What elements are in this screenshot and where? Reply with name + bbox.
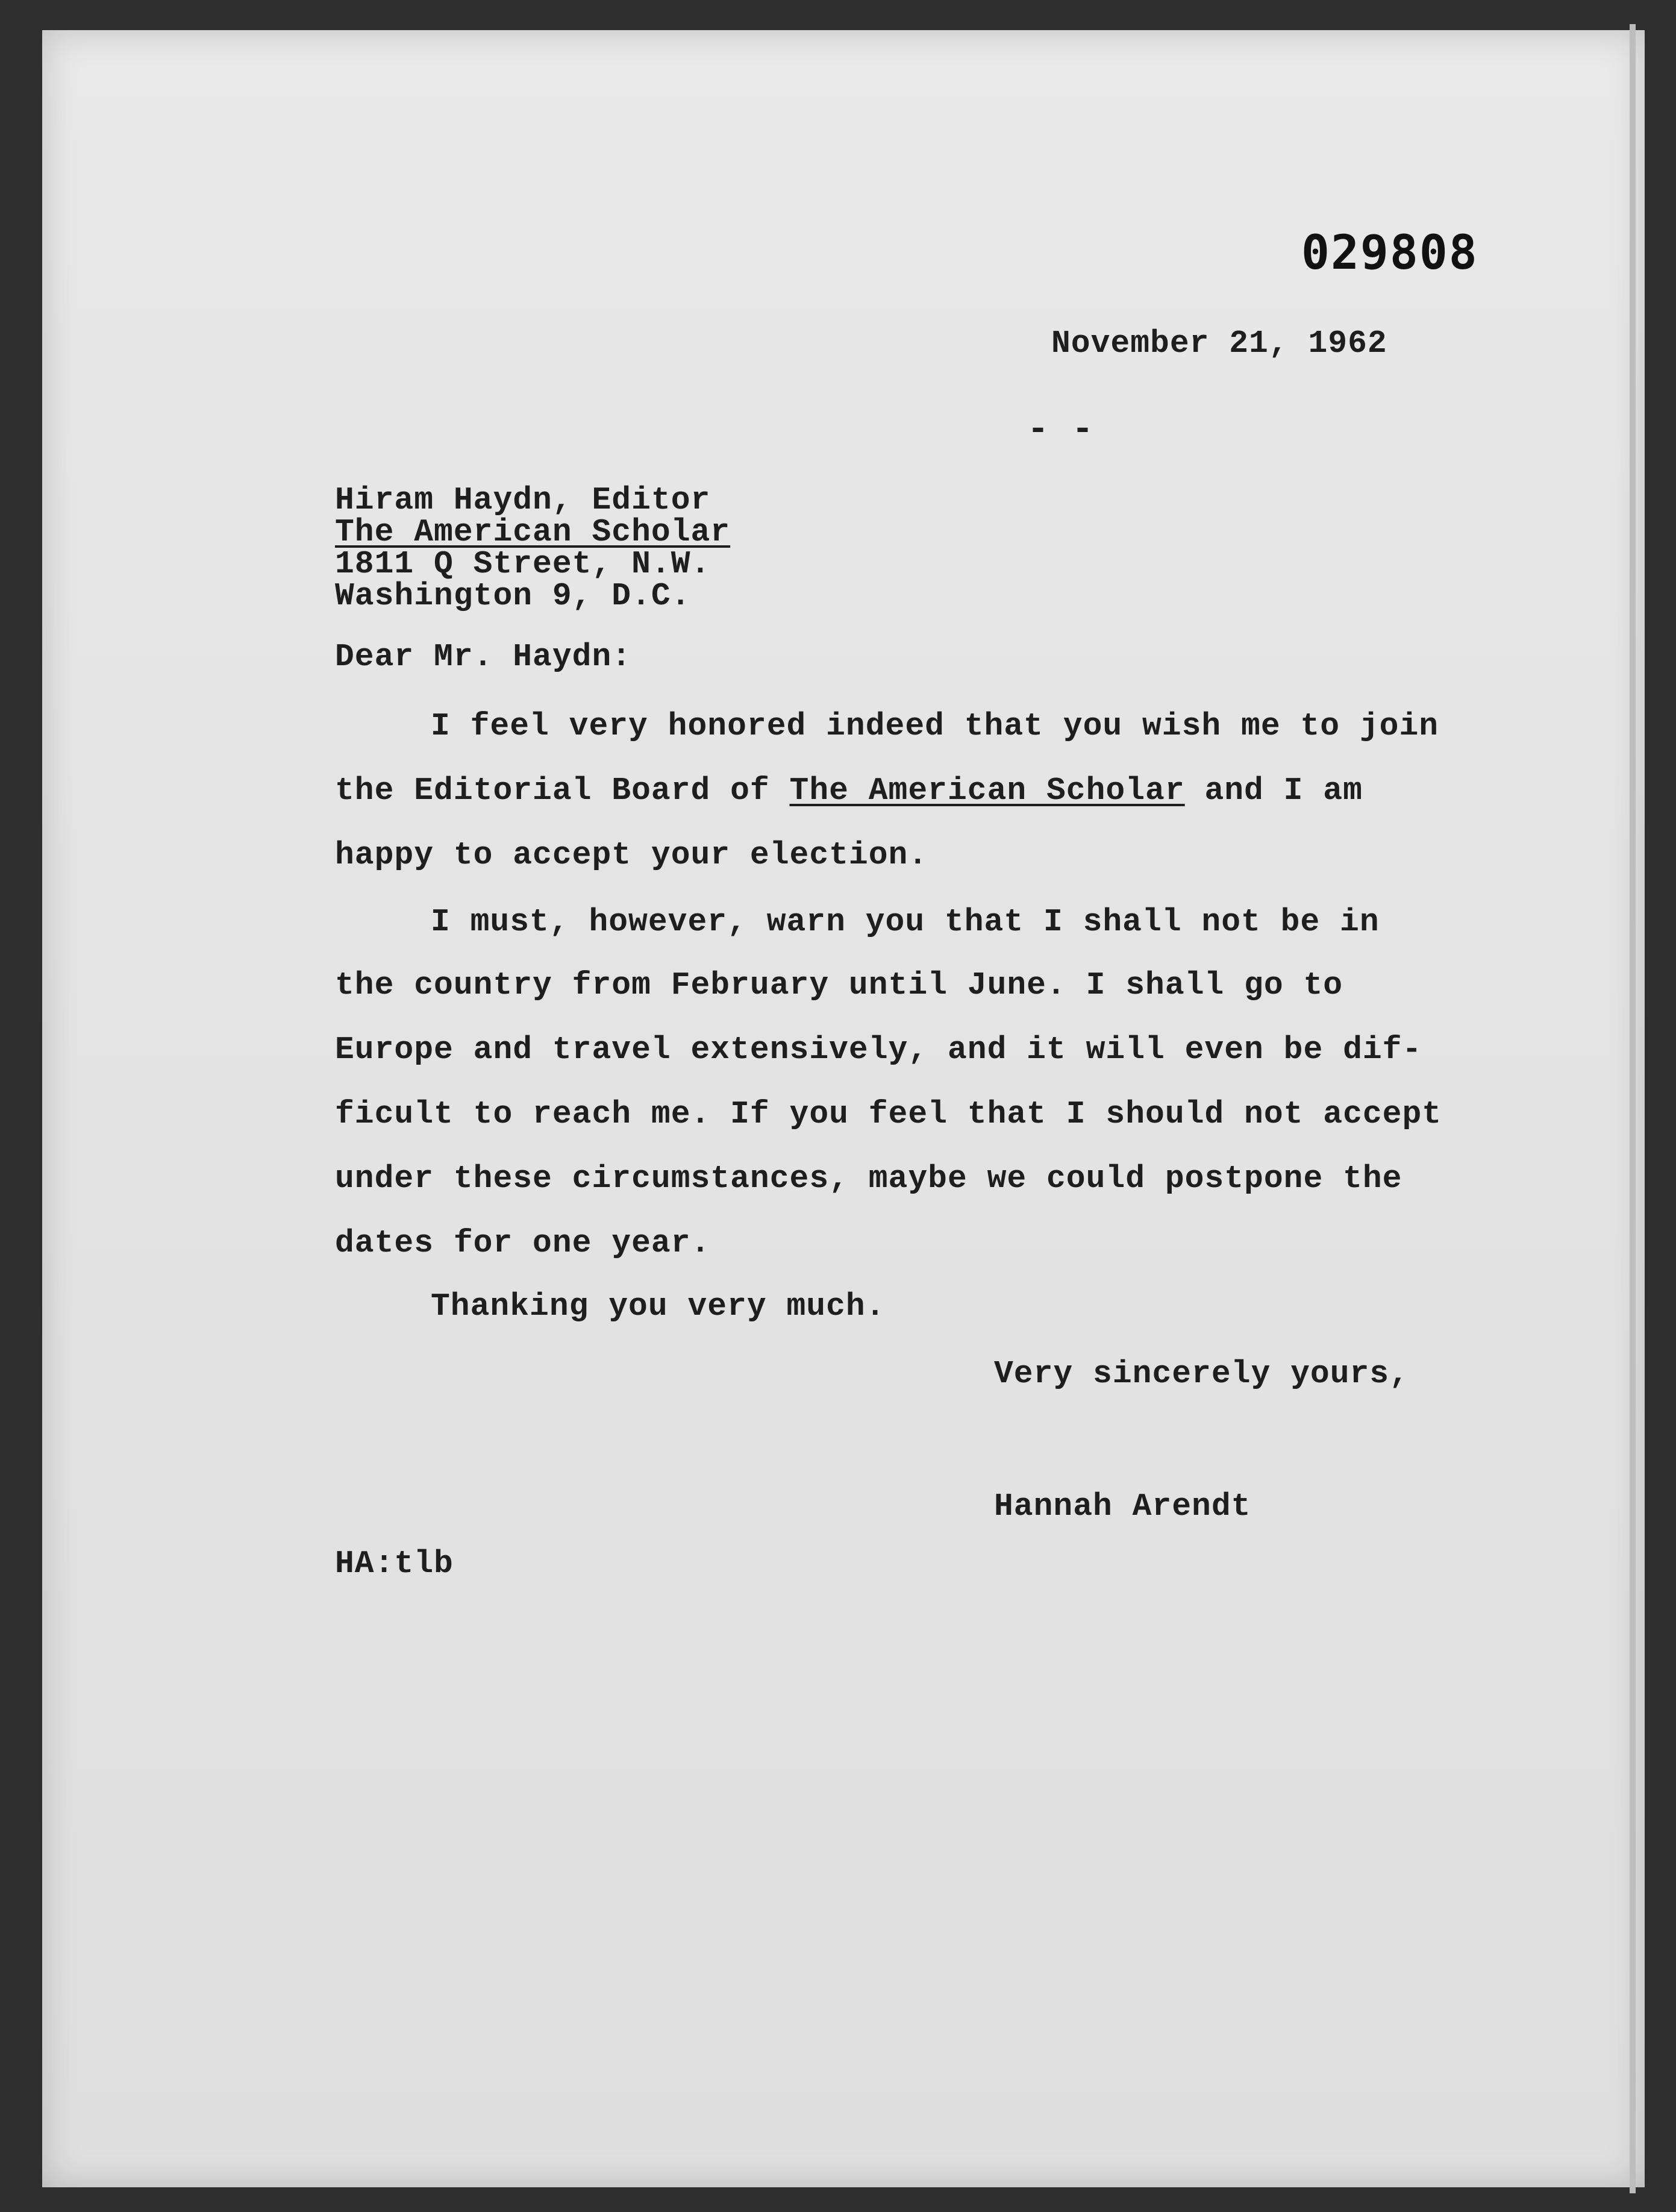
paragraph-1-text-pre: the Editorial Board of	[335, 772, 790, 809]
recipient-publication: The American Scholar	[335, 514, 731, 550]
paragraph-2-line-4: ficult to reach me. If you feel that I should not accept	[335, 1096, 1442, 1132]
paragraph-2-line-2: the country from February until June. I shall go to	[335, 967, 1343, 1003]
paragraph-1-line-3: happy to accept your election.	[335, 837, 928, 873]
recipient-street: 1811 Q Street, N.W.	[335, 546, 711, 582]
paragraph-1-line-2	[335, 772, 1363, 809]
separator-mark: - -	[1027, 410, 1095, 451]
paragraph-1-line-1: I feel very honored indeed that you wish me to join	[431, 708, 1439, 744]
paragraph-2-line-6: dates for one year.	[335, 1225, 711, 1261]
salutation: Dear Mr. Haydn:	[335, 639, 632, 675]
recipient-city: Washington 9, D.C.	[335, 578, 691, 614]
reference-initials: HA:tlb	[335, 1546, 454, 1582]
paragraph-2-line-1: I must, however, warn you that I shall not be in	[431, 904, 1380, 940]
publication-title: The American Scholar	[789, 772, 1185, 809]
letter-date: November 21, 1962	[1051, 325, 1387, 362]
paragraph-1-text-post: and I am	[1184, 772, 1363, 809]
document-number: 029808	[1301, 226, 1478, 280]
page-edge	[1630, 24, 1636, 2193]
paragraph-2-line-5: under these circumstances, maybe we could postpone the	[335, 1161, 1402, 1197]
closing: Very sincerely yours,	[994, 1356, 1409, 1392]
recipient-name: Hiram Haydn, Editor	[335, 482, 711, 518]
paragraph-2-line-3: Europe and travel extensively, and it will even be dif-	[335, 1032, 1422, 1068]
signature-name: Hannah Arendt	[994, 1488, 1251, 1524]
paragraph-3: Thanking you very much.	[431, 1288, 886, 1324]
